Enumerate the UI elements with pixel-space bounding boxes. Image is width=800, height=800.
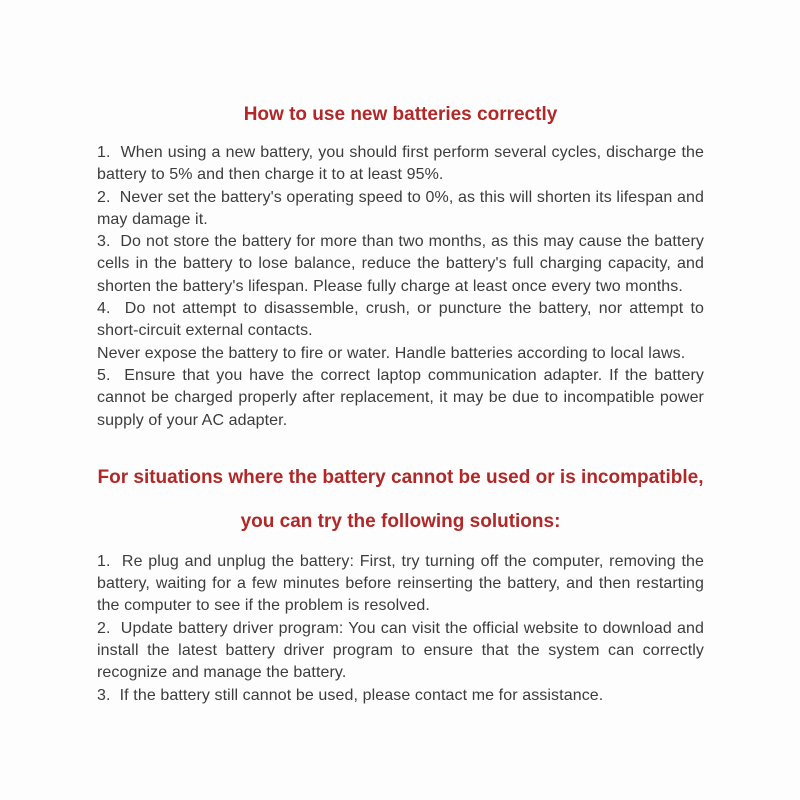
instruction-item-5: 5. Ensure that you have the correct laptop communication adapter. If the battery cannot be charged properly after replacement, it may be due to incompatible power supply of your AC adapter. [97, 366, 704, 429]
instruction-item-2: 2. Never set the battery's operating speed to 0%, as this will shorten its lifespan and may damage it. [97, 188, 704, 228]
section2-title-line1: For situations where the battery cannot be used or is incompatible, [97, 466, 704, 488]
document-content [97, 103, 704, 707]
solution-item-1: 1. Re plug and unplug the battery: First, try turning off the computer, removing the battery, waiting for a few minutes before reinserting the battery, and then restarting the computer to see if the problem is resolved. [97, 552, 704, 615]
section1-title: How to use new batteries correctly [243, 104, 558, 125]
solution-item-3: 3. If the battery still cannot be used, please contact me for assistance. [97, 686, 604, 704]
instruction-item-4: 4. Do not attempt to disassemble, crush, or puncture the battery, nor attempt to short-circuit external contacts. [97, 300, 704, 340]
solution-item-2: 2. Update battery driver program: You can visit the official website to download and install the latest battery driver program to ensure that the system can correctly recognize and manage the battery. [97, 619, 704, 682]
instruction-item-1: 1. When using a new battery, you should first perform several cycles, discharge the battery to 5% and then charge it to at least 95%. [97, 144, 704, 184]
instruction-item-3: 3. Do not store the battery for more than two months, as this may cause the battery cells in the battery to lose balance, reduce the battery's full charging capacity, and shorten the battery's lifespan. Please fully charge at least once every two months. [97, 233, 704, 295]
section2-title-line2: you can try the following solutions: [240, 510, 561, 532]
instruction-note: Never expose the battery to fire or water. Handle batteries according to local laws. [97, 344, 686, 362]
